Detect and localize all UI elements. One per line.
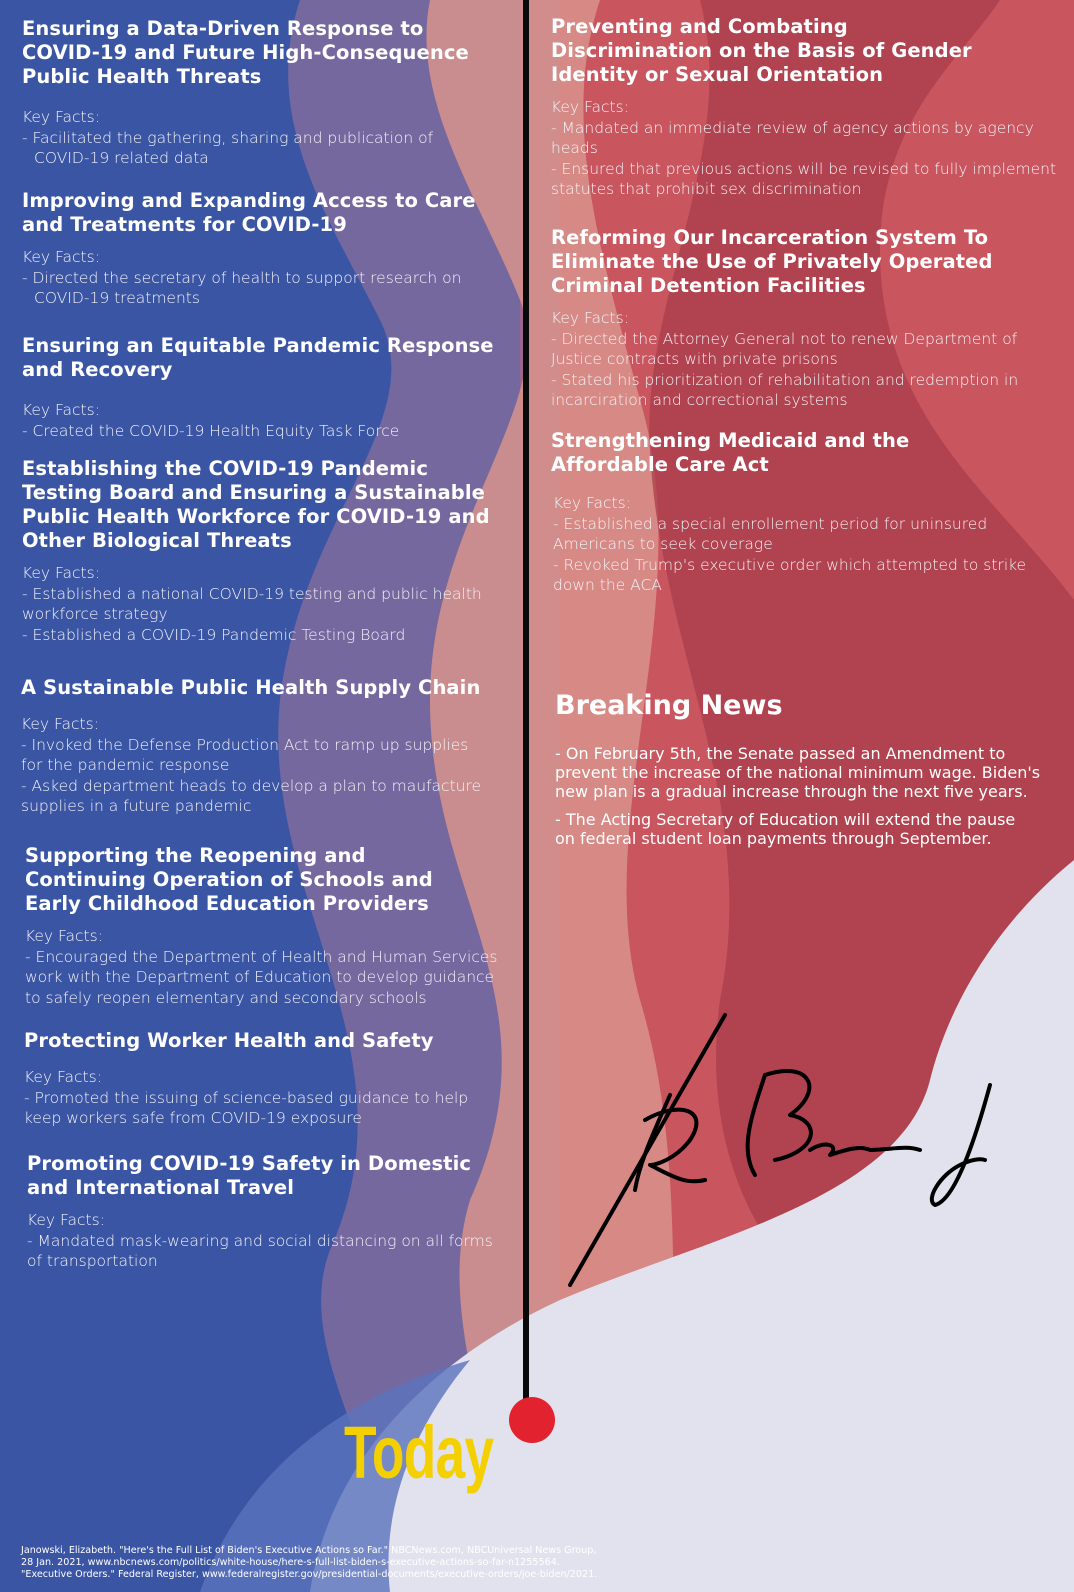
section-title: Strengthening Medicaid and the Affordable Care Act bbox=[551, 429, 910, 476]
key-facts-label: Key Facts: bbox=[27, 1211, 105, 1229]
citation-line: "Executive Orders." Federal Register, www.federalregister.gov/presidential-documents/executive-orders/joe-biden/2021. bbox=[21, 1569, 598, 1580]
citations bbox=[21, 1545, 597, 1581]
section-title: Establishing the COVID-19 Pandemic Testing Board and Ensuring a Sustainable Public Health Workforce for COVID-19 and Other Biological Threats bbox=[22, 457, 490, 552]
fact: - Revoked Trump's executive order which attempted to strike down the ACA bbox=[553, 555, 1027, 594]
section-travel-safety bbox=[27, 1152, 507, 1272]
fact: - Established a national COVID-19 testing and public health workforce strategy bbox=[22, 584, 482, 623]
section-title: Protecting Worker Health and Safety bbox=[24, 1029, 434, 1052]
key-facts-label: Key Facts: bbox=[22, 248, 100, 266]
section-title: Supporting the Reopening and Continuing Operation of Schools and Early Childhood Education Providers bbox=[25, 844, 433, 915]
signature bbox=[560, 1000, 1010, 1300]
news-item: - On February 5th, the Senate passed an Amendment to prevent the increase of the national minimum wage. Biden's new plan is a gradual increase through the next five years. bbox=[555, 744, 1041, 801]
timeline-line bbox=[523, 0, 529, 1410]
key-facts-label: Key Facts: bbox=[22, 564, 100, 582]
fact: - Directed the secretary of health to support research on COVID-19 treatments bbox=[22, 268, 462, 307]
section-title: Ensuring a Data-Driven Response to COVID-19 and Future High-Consequence Public Health Threats bbox=[22, 17, 469, 88]
fact: - Stated his prioritization of rehabilitation and redemption in incarciration and correctional systems bbox=[551, 370, 1019, 409]
citation-line: 28 Jan. 2021, www.nbcnews.com/politics/white-house/here-s-full-list-biden-s-executive-actions-so-far-n1255564. bbox=[21, 1557, 560, 1568]
fact: - Invoked the Defense Production Act to ramp up supplies for the pandemic response bbox=[21, 735, 469, 774]
section-title: Preventing and Combating Discrimination on the Basis of Gender Identity or Sexual Orientation bbox=[551, 15, 972, 86]
fact: - Asked department heads to develop a plan to maufacture supplies in a future pandemic bbox=[21, 776, 482, 815]
key-facts-label: Key Facts: bbox=[22, 108, 100, 126]
today-label: Today bbox=[344, 1411, 494, 1494]
key-facts-label: Key Facts: bbox=[551, 98, 629, 116]
key-facts-label: Key Facts: bbox=[21, 715, 99, 733]
section-incarceration bbox=[551, 226, 1061, 411]
key-facts-label: Key Facts: bbox=[22, 401, 100, 419]
key-facts-label: Key Facts: bbox=[24, 1068, 102, 1086]
section-title: Improving and Expanding Access to Care and Treatments for COVID-19 bbox=[22, 189, 476, 236]
section-supply-chain bbox=[21, 676, 501, 817]
section-worker-safety bbox=[24, 1029, 504, 1129]
key-facts-label: Key Facts: bbox=[25, 927, 103, 945]
citation-line: Janowski, Elizabeth. "Here's the Full List of Biden's Executive Actions so Far." NBCNews.com, NBCUniversal News Group, bbox=[21, 1545, 597, 1556]
fact: - Established a special enrollement period for uninsured Americans to seek coverage bbox=[553, 514, 988, 553]
fact: - Facilitated the gathering, sharing and publication of COVID-19 related data bbox=[22, 128, 434, 167]
fact: - Ensured that previous actions will be revised to fully implement statutes that prohibit sex discrimination bbox=[551, 159, 1057, 198]
section-title: Ensuring an Equitable Pandemic Response and Recovery bbox=[22, 334, 494, 381]
fact: - Directed the Attorney General not to renew Department of Justice contracts with private prisons bbox=[551, 329, 1018, 368]
breaking-news-title: Breaking News bbox=[555, 690, 783, 721]
news-item: - The Acting Secretary of Education will extend the pause on federal student loan payments through September. bbox=[555, 810, 1016, 848]
section-title: Promoting COVID-19 Safety in Domestic and International Travel bbox=[27, 1152, 472, 1199]
section-reopening-schools bbox=[25, 844, 505, 1008]
section-title: Reforming Our Incarceration System To Eliminate the Use of Privately Operated Criminal Detention Facilities bbox=[551, 226, 993, 297]
timeline-end-dot bbox=[509, 1397, 555, 1443]
section-equitable-response bbox=[22, 334, 502, 441]
section-access-to-care bbox=[22, 189, 492, 309]
section-discrimination bbox=[551, 15, 1061, 200]
fact: - Promoted the issuing of science-based guidance to help keep workers safe from COVID-19 exposure bbox=[24, 1088, 469, 1127]
section-data-driven-response bbox=[22, 17, 502, 169]
fact: - Encouraged the Department of Health and Human Services work with the Department of Education to develop guidance to safely reopen elementary and secondary schools bbox=[25, 947, 498, 1007]
key-facts-label: Key Facts: bbox=[551, 309, 629, 327]
fact: - Mandated mask-wearing and social distancing on all forms of transportation bbox=[27, 1231, 493, 1270]
key-facts-label: Key Facts: bbox=[553, 494, 631, 512]
section-medicaid-aca bbox=[551, 429, 1061, 596]
section-testing-board bbox=[22, 457, 502, 645]
section-title: A Sustainable Public Health Supply Chain bbox=[21, 676, 481, 699]
fact: - Established a COVID-19 Pandemic Testing Board bbox=[22, 625, 406, 644]
breaking-news-list bbox=[555, 744, 1065, 857]
fact: - Created the COVID-19 Health Equity Task Force bbox=[22, 421, 400, 440]
fact: - Mandated an immediate review of agency actions by agency heads bbox=[551, 118, 1034, 157]
